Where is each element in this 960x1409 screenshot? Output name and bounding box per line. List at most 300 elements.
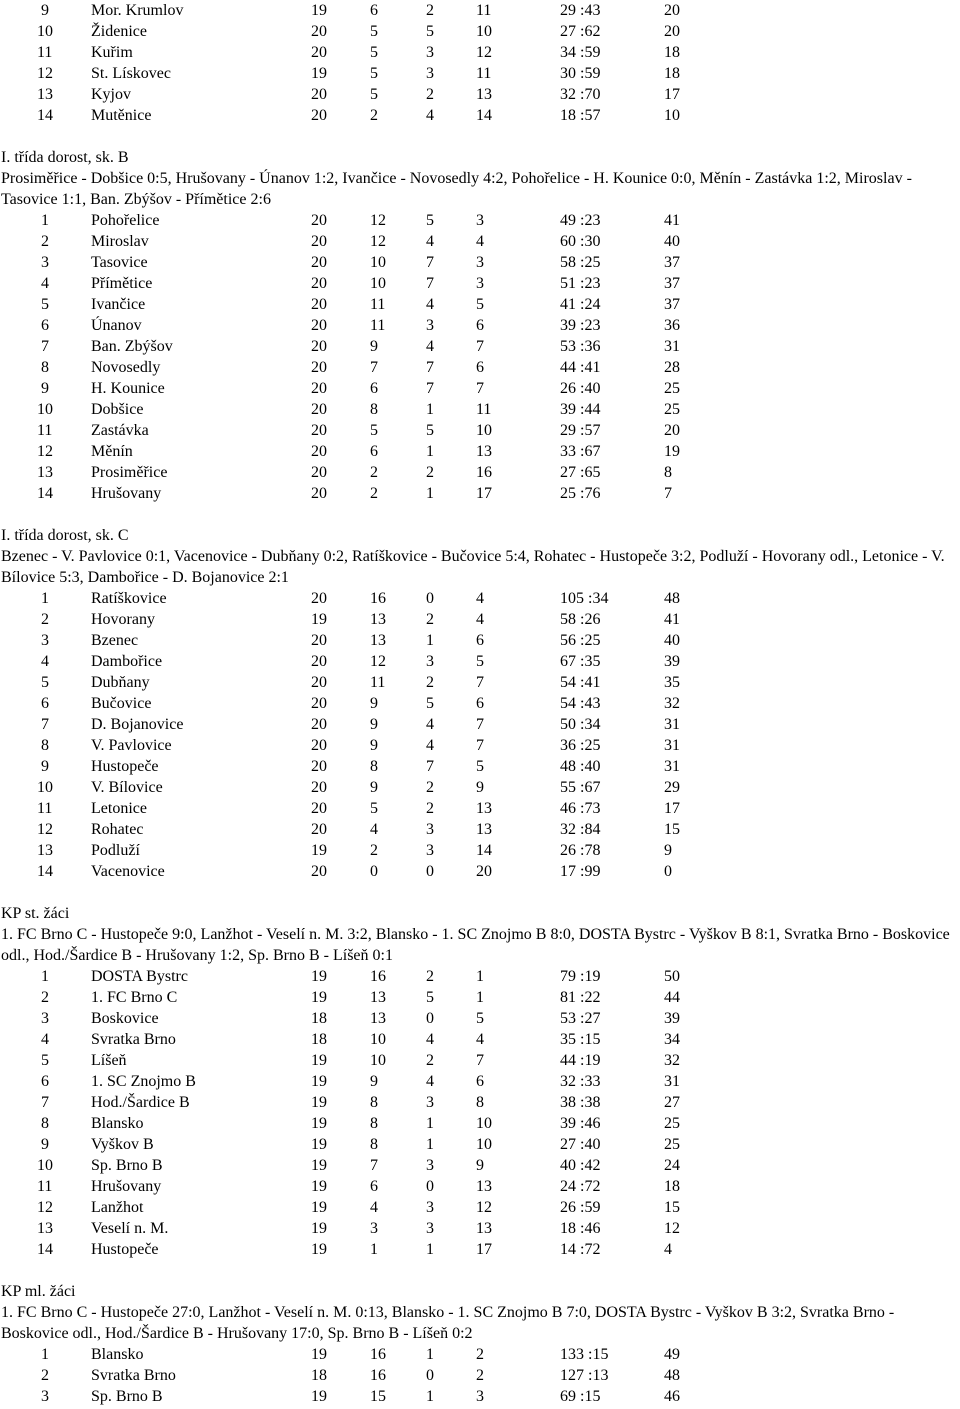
losses-cell: 3	[476, 1388, 484, 1405]
losses-cell: 11	[476, 401, 492, 418]
draws-cell: 3	[426, 65, 434, 82]
points-cell: 20	[664, 23, 680, 40]
team-name: Letonice	[91, 800, 147, 817]
wins-cell: 10	[370, 1052, 386, 1069]
score-cell: 35 :15	[560, 1031, 601, 1048]
points-cell: 19	[664, 443, 680, 460]
wins-cell: 6	[370, 1178, 378, 1195]
score-cell: 26 :59	[560, 1199, 601, 1216]
rank-cell: 3	[41, 1388, 49, 1405]
points-cell: 15	[664, 1199, 680, 1216]
points-cell: 17	[664, 86, 680, 103]
score-cell: 40 :42	[560, 1157, 601, 1174]
points-cell: 50	[664, 968, 680, 985]
rank-cell: 12	[37, 65, 53, 82]
losses-cell: 4	[476, 233, 484, 250]
points-cell: 25	[664, 1115, 680, 1132]
rank-cell: 8	[41, 737, 49, 754]
rank-cell: 1	[41, 968, 49, 985]
losses-cell: 5	[476, 296, 484, 313]
table-row	[0, 357, 960, 378]
wins-cell: 16	[370, 590, 386, 607]
wins-cell: 8	[370, 1094, 378, 1111]
table-row	[0, 1113, 960, 1134]
rank-cell: 14	[37, 863, 53, 880]
team-name: Hrušovany	[91, 1178, 162, 1195]
rank-cell: 6	[41, 695, 49, 712]
table-row	[0, 273, 960, 294]
table-row	[0, 735, 960, 756]
draws-cell: 5	[426, 989, 434, 1006]
standings-table	[0, 588, 960, 882]
played-cell: 19	[311, 1136, 327, 1153]
points-cell: 46	[664, 1388, 680, 1405]
table-row	[0, 1218, 960, 1239]
table-row	[0, 1092, 960, 1113]
wins-cell: 9	[370, 716, 378, 733]
played-cell: 20	[311, 758, 327, 775]
team-name: Tasovice	[91, 254, 148, 271]
played-cell: 20	[311, 674, 327, 691]
wins-cell: 6	[370, 2, 378, 19]
played-cell: 18	[311, 1010, 327, 1027]
points-cell: 18	[664, 44, 680, 61]
rank-cell: 9	[41, 2, 49, 19]
draws-cell: 4	[426, 737, 434, 754]
played-cell: 20	[311, 485, 327, 502]
table-row	[0, 987, 960, 1008]
points-cell: 35	[664, 674, 680, 691]
played-cell: 19	[311, 968, 327, 985]
rank-cell: 12	[37, 443, 53, 460]
table-row	[0, 21, 960, 42]
team-name: Prosiměřice	[91, 464, 168, 481]
table-row	[0, 42, 960, 63]
score-cell: 32 :84	[560, 821, 601, 838]
table-row	[0, 420, 960, 441]
wins-cell: 6	[370, 443, 378, 460]
table-row	[0, 630, 960, 651]
points-cell: 37	[664, 296, 680, 313]
points-cell: 20	[664, 422, 680, 439]
draws-cell: 0	[426, 1178, 434, 1195]
played-cell: 20	[311, 380, 327, 397]
team-name: Hustopeče	[91, 758, 159, 775]
score-cell: 54 :41	[560, 674, 601, 691]
losses-cell: 14	[476, 842, 492, 859]
score-cell: 41 :24	[560, 296, 601, 313]
points-cell: 44	[664, 989, 680, 1006]
team-name: Svratka Brno	[91, 1031, 176, 1048]
table-row	[0, 777, 960, 798]
table-row	[0, 1176, 960, 1197]
table-row	[0, 1008, 960, 1029]
points-cell: 48	[664, 1367, 680, 1384]
played-cell: 20	[311, 44, 327, 61]
rank-cell: 1	[41, 1346, 49, 1363]
standings-table	[0, 210, 960, 504]
points-cell: 25	[664, 401, 680, 418]
losses-cell: 7	[476, 380, 484, 397]
losses-cell: 7	[476, 674, 484, 691]
points-cell: 31	[664, 716, 680, 733]
draws-cell: 2	[426, 779, 434, 796]
section-heading: I. třída dorost, sk. C	[1, 527, 129, 544]
table-row	[0, 651, 960, 672]
draws-cell: 4	[426, 296, 434, 313]
team-name: Líšeň	[91, 1052, 127, 1069]
wins-cell: 1	[370, 1241, 378, 1258]
team-name: Hustopeče	[91, 1241, 159, 1258]
wins-cell: 5	[370, 422, 378, 439]
wins-cell: 8	[370, 758, 378, 775]
team-name: Vyškov B	[91, 1136, 154, 1153]
table-row	[0, 588, 960, 609]
losses-cell: 10	[476, 23, 492, 40]
score-cell: 50 :34	[560, 716, 601, 733]
match-results: 1. FC Brno C - Hustopeče 9:0, Lanžhot - Veselí n. M. 3:2, Blansko - 1. SC Znojmo B 8:0, DOSTA Bystrc - Vyškov B 8:1, Svratka Brno - Boskovice odl., Hod./Šardice B - Hrušovany 1:2, Sp. Brno B - Líšeň 0:1	[1, 926, 950, 964]
table-row	[0, 483, 960, 504]
score-cell: 54 :43	[560, 695, 601, 712]
played-cell: 20	[311, 107, 327, 124]
table-row	[0, 63, 960, 84]
draws-cell: 1	[426, 401, 434, 418]
draws-cell: 4	[426, 1031, 434, 1048]
wins-cell: 0	[370, 863, 378, 880]
table-row	[0, 399, 960, 420]
played-cell: 20	[311, 275, 327, 292]
points-cell: 12	[664, 1220, 680, 1237]
rank-cell: 6	[41, 317, 49, 334]
wins-cell: 2	[370, 464, 378, 481]
team-name: Zastávka	[91, 422, 149, 439]
match-results: Prosiměřice - Dobšice 0:5, Hrušovany - Únanov 1:2, Ivančice - Novosedly 4:2, Pohořelice - H. Kounice 0:0, Měnín - Zastávka 1:2, Miroslav - Tasovice 1:1, Ban. Zbýšov - Přímětice 2:6	[1, 170, 912, 208]
rank-cell: 2	[41, 1367, 49, 1384]
wins-cell: 13	[370, 632, 386, 649]
wins-cell: 11	[370, 674, 386, 691]
played-cell: 20	[311, 338, 327, 355]
rank-cell: 9	[41, 380, 49, 397]
score-cell: 69 :15	[560, 1388, 601, 1405]
standings-section	[0, 126, 960, 504]
played-cell: 20	[311, 422, 327, 439]
match-results: 1. FC Brno C - Hustopeče 27:0, Lanžhot - Veselí n. M. 0:13, Blansko - 1. SC Znojmo B 7:0, DOSTA Bystrc - Vyškov B 3:2, Svratka Brno - Boskovice odl., Hod./Šardice B - Hrušovany 17:0, Sp. Brno B - Líšeň 0:2	[1, 1304, 895, 1342]
team-name: Dubňany	[91, 674, 150, 691]
draws-cell: 3	[426, 1157, 434, 1174]
rank-cell: 11	[37, 1178, 53, 1195]
rank-cell: 8	[41, 359, 49, 376]
losses-cell: 5	[476, 1010, 484, 1027]
table-row	[0, 840, 960, 861]
score-cell: 49 :23	[560, 212, 601, 229]
points-cell: 32	[664, 695, 680, 712]
rank-cell: 9	[41, 1136, 49, 1153]
losses-cell: 10	[476, 1136, 492, 1153]
losses-cell: 1	[476, 968, 484, 985]
played-cell: 19	[311, 65, 327, 82]
rank-cell: 12	[37, 821, 53, 838]
wins-cell: 2	[370, 107, 378, 124]
standings-section	[0, 882, 960, 1260]
table-row	[0, 1071, 960, 1092]
team-name: Dambořice	[91, 653, 163, 670]
losses-cell: 7	[476, 1052, 484, 1069]
draws-cell: 5	[426, 695, 434, 712]
wins-cell: 11	[370, 296, 386, 313]
score-cell: 55 :67	[560, 779, 601, 796]
table-row	[0, 231, 960, 252]
team-name: Dobšice	[91, 401, 144, 418]
standings-table	[0, 966, 960, 1260]
score-cell: 30 :59	[560, 65, 601, 82]
losses-cell: 2	[476, 1367, 484, 1384]
spacer	[0, 1260, 960, 1281]
standings-table	[0, 1344, 960, 1407]
played-cell: 19	[311, 989, 327, 1006]
draws-cell: 0	[426, 590, 434, 607]
standings-section	[0, 1260, 960, 1407]
played-cell: 20	[311, 863, 327, 880]
points-cell: 25	[664, 380, 680, 397]
played-cell: 19	[311, 1052, 327, 1069]
losses-cell: 13	[476, 1178, 492, 1195]
score-cell: 18 :57	[560, 107, 601, 124]
played-cell: 20	[311, 359, 327, 376]
score-cell: 58 :26	[560, 611, 601, 628]
rank-cell: 4	[41, 1031, 49, 1048]
wins-cell: 10	[370, 254, 386, 271]
score-cell: 60 :30	[560, 233, 601, 250]
losses-cell: 16	[476, 464, 492, 481]
score-cell: 44 :41	[560, 359, 601, 376]
table-row	[0, 1365, 960, 1386]
table-row	[0, 462, 960, 483]
spacer	[0, 882, 960, 903]
rank-cell: 2	[41, 611, 49, 628]
played-cell: 20	[311, 737, 327, 754]
table-row	[0, 105, 960, 126]
played-cell: 19	[311, 1199, 327, 1216]
team-name: Mutěnice	[91, 107, 152, 124]
wins-cell: 10	[370, 1031, 386, 1048]
rank-cell: 13	[37, 464, 53, 481]
points-cell: 39	[664, 1010, 680, 1027]
section-heading: KP ml. žáci	[1, 1283, 76, 1300]
draws-cell: 1	[426, 443, 434, 460]
wins-cell: 6	[370, 380, 378, 397]
table-row	[0, 756, 960, 777]
played-cell: 19	[311, 1157, 327, 1174]
points-cell: 25	[664, 1136, 680, 1153]
table-row	[0, 672, 960, 693]
draws-cell: 0	[426, 863, 434, 880]
played-cell: 20	[311, 86, 327, 103]
points-cell: 32	[664, 1052, 680, 1069]
section-heading: I. třída dorost, sk. B	[1, 149, 129, 166]
points-cell: 0	[664, 863, 672, 880]
draws-cell: 3	[426, 44, 434, 61]
score-cell: 67 :35	[560, 653, 601, 670]
team-name: Mor. Krumlov	[91, 2, 184, 19]
team-name: V. Bílovice	[91, 779, 163, 796]
played-cell: 19	[311, 1115, 327, 1132]
played-cell: 19	[311, 2, 327, 19]
losses-cell: 17	[476, 1241, 492, 1258]
standings-table	[0, 0, 960, 126]
wins-cell: 9	[370, 1073, 378, 1090]
played-cell: 19	[311, 1073, 327, 1090]
losses-cell: 10	[476, 1115, 492, 1132]
team-name: Sp. Brno B	[91, 1157, 163, 1174]
points-cell: 31	[664, 1073, 680, 1090]
losses-cell: 4	[476, 1031, 484, 1048]
score-cell: 53 :36	[560, 338, 601, 355]
points-cell: 28	[664, 359, 680, 376]
score-cell: 133 :15	[560, 1346, 609, 1363]
wins-cell: 7	[370, 1157, 378, 1174]
team-name: Svratka Brno	[91, 1367, 176, 1384]
wins-cell: 10	[370, 275, 386, 292]
losses-cell: 11	[476, 65, 492, 82]
score-cell: 32 :70	[560, 86, 601, 103]
team-name: DOSTA Bystrc	[91, 968, 188, 985]
wins-cell: 2	[370, 842, 378, 859]
played-cell: 18	[311, 1031, 327, 1048]
points-cell: 27	[664, 1094, 680, 1111]
points-cell: 36	[664, 317, 680, 334]
table-row	[0, 693, 960, 714]
draws-cell: 4	[426, 1073, 434, 1090]
losses-cell: 13	[476, 86, 492, 103]
wins-cell: 2	[370, 485, 378, 502]
rank-cell: 11	[37, 44, 53, 61]
draws-cell: 3	[426, 1199, 434, 1216]
losses-cell: 3	[476, 275, 484, 292]
table-row	[0, 210, 960, 231]
rank-cell: 8	[41, 1115, 49, 1132]
score-cell: 25 :76	[560, 485, 601, 502]
team-name: Ivančice	[91, 296, 146, 313]
team-name: Blansko	[91, 1115, 144, 1132]
draws-cell: 3	[426, 653, 434, 670]
wins-cell: 11	[370, 317, 386, 334]
draws-cell: 2	[426, 2, 434, 19]
draws-cell: 4	[426, 338, 434, 355]
losses-cell: 11	[476, 2, 492, 19]
rank-cell: 10	[37, 779, 53, 796]
score-cell: 81 :22	[560, 989, 601, 1006]
table-row	[0, 609, 960, 630]
rank-cell: 9	[41, 758, 49, 775]
played-cell: 20	[311, 317, 327, 334]
points-cell: 31	[664, 737, 680, 754]
score-cell: 27 :65	[560, 464, 601, 481]
rank-cell: 1	[41, 212, 49, 229]
wins-cell: 13	[370, 611, 386, 628]
table-row	[0, 861, 960, 882]
team-name: Lanžhot	[91, 1199, 144, 1216]
score-cell: 27 :40	[560, 1136, 601, 1153]
draws-cell: 1	[426, 1388, 434, 1405]
points-cell: 20	[664, 2, 680, 19]
rank-cell: 5	[41, 1052, 49, 1069]
draws-cell: 1	[426, 1136, 434, 1153]
losses-cell: 12	[476, 1199, 492, 1216]
rank-cell: 2	[41, 989, 49, 1006]
played-cell: 20	[311, 23, 327, 40]
points-cell: 40	[664, 233, 680, 250]
table-row	[0, 819, 960, 840]
played-cell: 19	[311, 1241, 327, 1258]
team-name: Boskovice	[91, 1010, 159, 1027]
team-name: H. Kounice	[91, 380, 165, 397]
points-cell: 29	[664, 779, 680, 796]
rank-cell: 6	[41, 1073, 49, 1090]
played-cell: 20	[311, 464, 327, 481]
wins-cell: 8	[370, 1136, 378, 1153]
rank-cell: 11	[37, 422, 53, 439]
table-row	[0, 1155, 960, 1176]
draws-cell: 1	[426, 632, 434, 649]
draws-cell: 7	[426, 359, 434, 376]
wins-cell: 8	[370, 401, 378, 418]
wins-cell: 16	[370, 968, 386, 985]
played-cell: 19	[311, 1178, 327, 1195]
losses-cell: 6	[476, 317, 484, 334]
score-cell: 17 :99	[560, 863, 601, 880]
rank-cell: 7	[41, 338, 49, 355]
points-cell: 18	[664, 1178, 680, 1195]
played-cell: 20	[311, 590, 327, 607]
team-name: Hod./Šardice B	[91, 1094, 190, 1111]
losses-cell: 5	[476, 758, 484, 775]
wins-cell: 9	[370, 338, 378, 355]
draws-cell: 0	[426, 1010, 434, 1027]
rank-cell: 3	[41, 632, 49, 649]
score-cell: 51 :23	[560, 275, 601, 292]
score-cell: 39 :46	[560, 1115, 601, 1132]
losses-cell: 3	[476, 254, 484, 271]
rank-cell: 2	[41, 233, 49, 250]
wins-cell: 3	[370, 1220, 378, 1237]
score-cell: 27 :62	[560, 23, 601, 40]
losses-cell: 20	[476, 863, 492, 880]
team-name: Vacenovice	[91, 863, 165, 880]
points-cell: 18	[664, 65, 680, 82]
team-name: Blansko	[91, 1346, 144, 1363]
score-cell: 39 :44	[560, 401, 601, 418]
rank-cell: 11	[37, 800, 53, 817]
rank-cell: 10	[37, 1157, 53, 1174]
team-name: Židenice	[91, 23, 147, 40]
losses-cell: 9	[476, 1157, 484, 1174]
draws-cell: 3	[426, 1220, 434, 1237]
wins-cell: 12	[370, 653, 386, 670]
losses-cell: 13	[476, 800, 492, 817]
rank-cell: 1	[41, 590, 49, 607]
losses-cell: 12	[476, 44, 492, 61]
score-cell: 26 :40	[560, 380, 601, 397]
table-row	[0, 1239, 960, 1260]
played-cell: 19	[311, 842, 327, 859]
score-cell: 127 :13	[560, 1367, 609, 1384]
played-cell: 20	[311, 401, 327, 418]
table-row	[0, 378, 960, 399]
standings-section	[0, 504, 960, 882]
draws-cell: 5	[426, 212, 434, 229]
losses-cell: 7	[476, 716, 484, 733]
score-cell: 48 :40	[560, 758, 601, 775]
